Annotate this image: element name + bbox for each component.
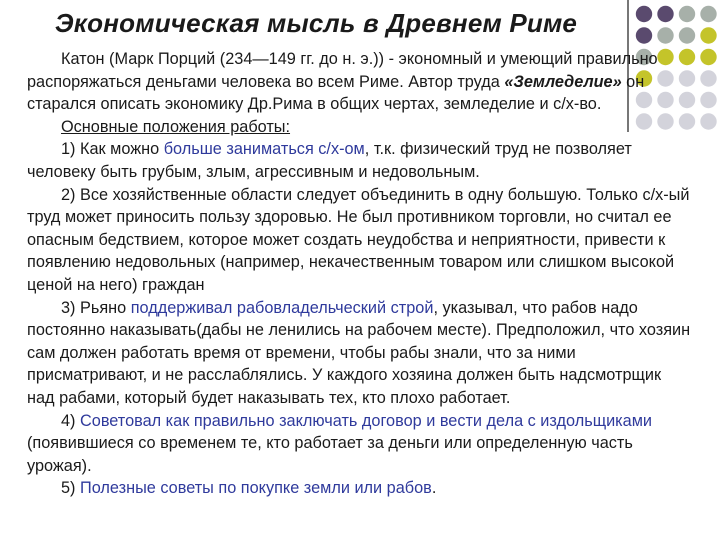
decorative-dot (657, 6, 673, 22)
point-1-text-end: , т.к. физический труд не позволяет человеку быть грубым, злым, агрессивным и недовольным. (27, 140, 632, 181)
point-4-text-end: (появившиеся со временем те, кто работает за деньги или определенную часть урожая). (27, 434, 633, 475)
intro-text-end: он старался описать экономику Др.Рима в общих чертах, земледелие и с/х-во. (27, 72, 645, 114)
point-4-text: 4) (61, 411, 81, 430)
decorative-dot (700, 70, 716, 86)
point-1-text: 1) Как можно (61, 140, 164, 159)
decorative-dot (636, 6, 652, 22)
decorative-dot (700, 49, 716, 65)
point-1 (27, 138, 691, 183)
decorative-dot (636, 27, 652, 43)
point-5-text-end: . (431, 479, 437, 498)
work-title: «Земледелие» (504, 72, 622, 91)
point-4-highlight: Советовал как правильно заключать договор и вести дела с издольщиками (80, 411, 653, 430)
decorative-dot (657, 27, 673, 43)
section-heading (27, 116, 691, 139)
point-2-text: 2) Все хозяйственные области следует объединить в одну большую. Только с/х-ый труд может приносить пользу здоровью. Не был противником торговли, но считал ее опасным бедствием, которое может создать неудобства и неприятности, привести к появлению недовольных (например, некачественным товаром или слишком высокой ценой на него) граждан (27, 185, 690, 294)
decorative-dot (700, 113, 716, 129)
decorative-dot (679, 27, 695, 43)
point-1-highlight: больше заниматься с/х-ом (163, 140, 365, 159)
point-4 (27, 410, 691, 478)
point-3 (27, 297, 691, 410)
section-heading-text: Основные положения работы: (61, 117, 291, 136)
point-3-highlight: поддерживал рабовладельческий строй (130, 298, 434, 317)
point-3-text-end: , указывал, что рабов надо постоянно наказывать(дабы не ленились на рабочем месте). Предположил, что хозяин сам должен работать время от времени, чтобы рабы знали, что за ними присматривают, и не расслаблялись. У каждого хозяина должен быть надсмотрщик над рабами, который будет наказывать тех, кто плохо работает. (27, 298, 691, 407)
point-5 (27, 477, 691, 500)
decorative-dot (700, 92, 716, 108)
point-3-text: 3) Рьяно (61, 298, 131, 317)
decorative-dot (700, 6, 716, 22)
slide-title: Экономическая мысль в Древнем Риме (54, 8, 578, 38)
point-5-text: 5) (61, 479, 81, 498)
intro-text: Катон (Марк Порций (234—149 гг. до н. э.)) - экономный и умеющий правильно распоряжаться деньгами человека во всем Риме. Автор труда (27, 50, 658, 91)
point-5-highlight: Полезные советы по покупке земли или рабов (80, 479, 432, 498)
slide-body (27, 48, 691, 500)
point-2 (27, 184, 691, 297)
decorative-dot (700, 27, 716, 43)
decorative-dot (679, 6, 695, 22)
intro-paragraph (27, 48, 691, 116)
